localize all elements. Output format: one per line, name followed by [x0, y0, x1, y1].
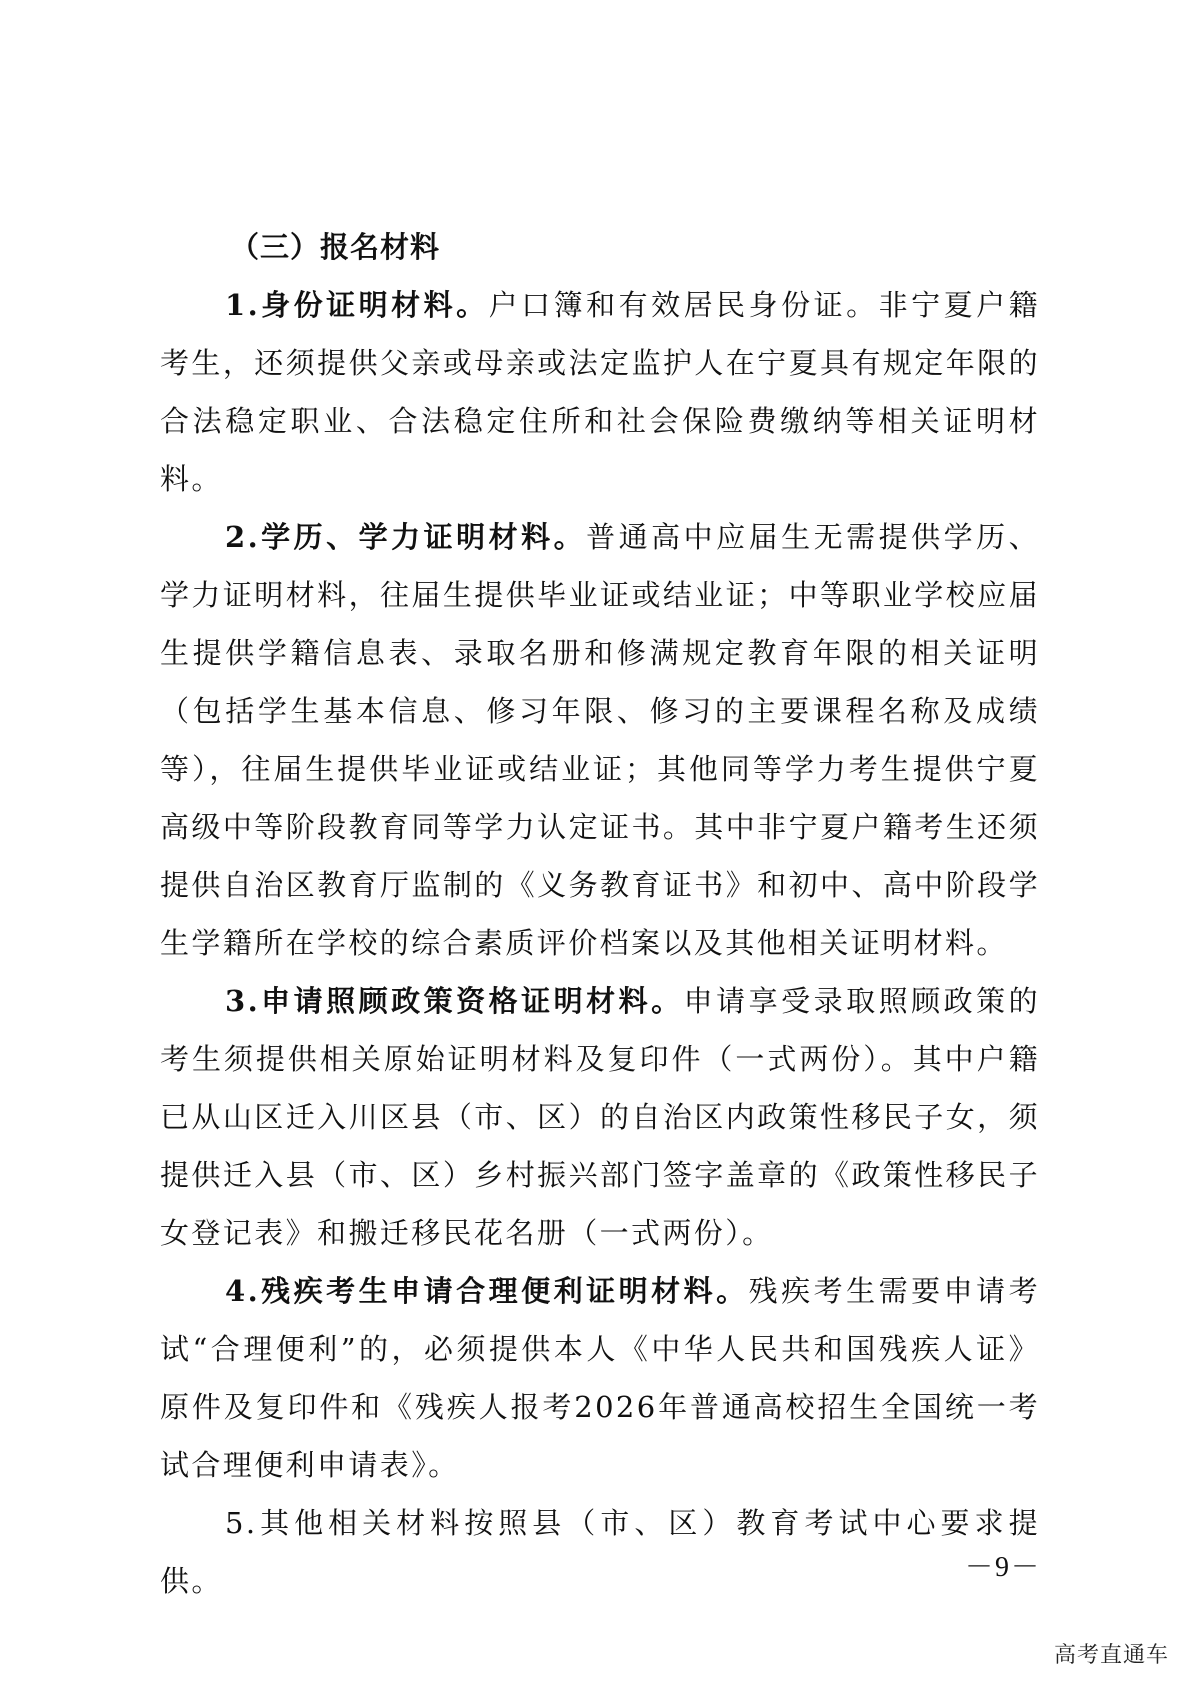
paragraph-text: 残疾考生需要申请考试“合理便利”的，必须提供本人《中华人民共和国残疾人证》原件及复印件和《残疾人报考2026年普通高校招生全国统一考试合理便利申请表》。	[160, 1274, 1040, 1482]
paragraph-other-materials	[160, 1494, 1040, 1610]
paragraph-lead: 3.申请照顾政策资格证明材料。	[225, 984, 684, 1018]
paragraph-text: 申请享受录取照顾政策的考生须提供相关原始证明材料及复印件（一式两份）。其中户籍已从山区迁入川区县（市、区）的自治区内政策性移民子女，须提供迁入县（市、区）乡村振兴部门签字盖章的《政策性移民子女登记表》和搬迁移民花名册（一式两份）。	[160, 984, 1040, 1250]
page-number: －9－	[964, 1552, 1041, 1583]
document-body	[160, 218, 1040, 1610]
paragraph-identity-materials	[160, 276, 1040, 508]
watermark-text: 高考直通车	[1053, 1643, 1169, 1668]
paragraph-policy-materials	[160, 972, 1040, 1262]
paragraph-text: 户口簿和有效居民身份证。非宁夏户籍考生，还须提供父亲或母亲或法定监护人在宁夏具有规定年限的合法稳定职业、合法稳定住所和社会保险费缴纳等相关证明材料。	[160, 288, 1040, 496]
paragraph-disability-materials	[160, 1262, 1040, 1494]
paragraph-lead: 2.学历、学力证明材料。	[225, 520, 587, 554]
paragraph-lead: 4.残疾考生申请合理便利证明材料。	[225, 1274, 749, 1308]
paragraph-text: 5.其他相关材料按照县（市、区）教育考试中心要求提供。	[160, 1506, 1040, 1598]
paragraph-text: 普通高中应届生无需提供学历、学力证明材料，往届生提供毕业证或结业证；中等职业学校应届生提供学籍信息表、录取名册和修满规定教育年限的相关证明（包括学生基本信息、修习年限、修习的主要课程名称及成绩等），往届生提供毕业证或结业证；其他同等学力考生提供宁夏高级中等阶段教育同等学力认定证书。其中非宁夏户籍考生还须提供自治区教育厅监制的《义务教育证书》和初中、高中阶段学生学籍所在学校的综合素质评价档案以及其他相关证明材料。	[160, 520, 1040, 960]
section-heading: （三）报名材料	[230, 230, 441, 264]
paragraph-education-materials	[160, 508, 1040, 972]
paragraph-lead: 1.身份证明材料。	[225, 288, 489, 322]
